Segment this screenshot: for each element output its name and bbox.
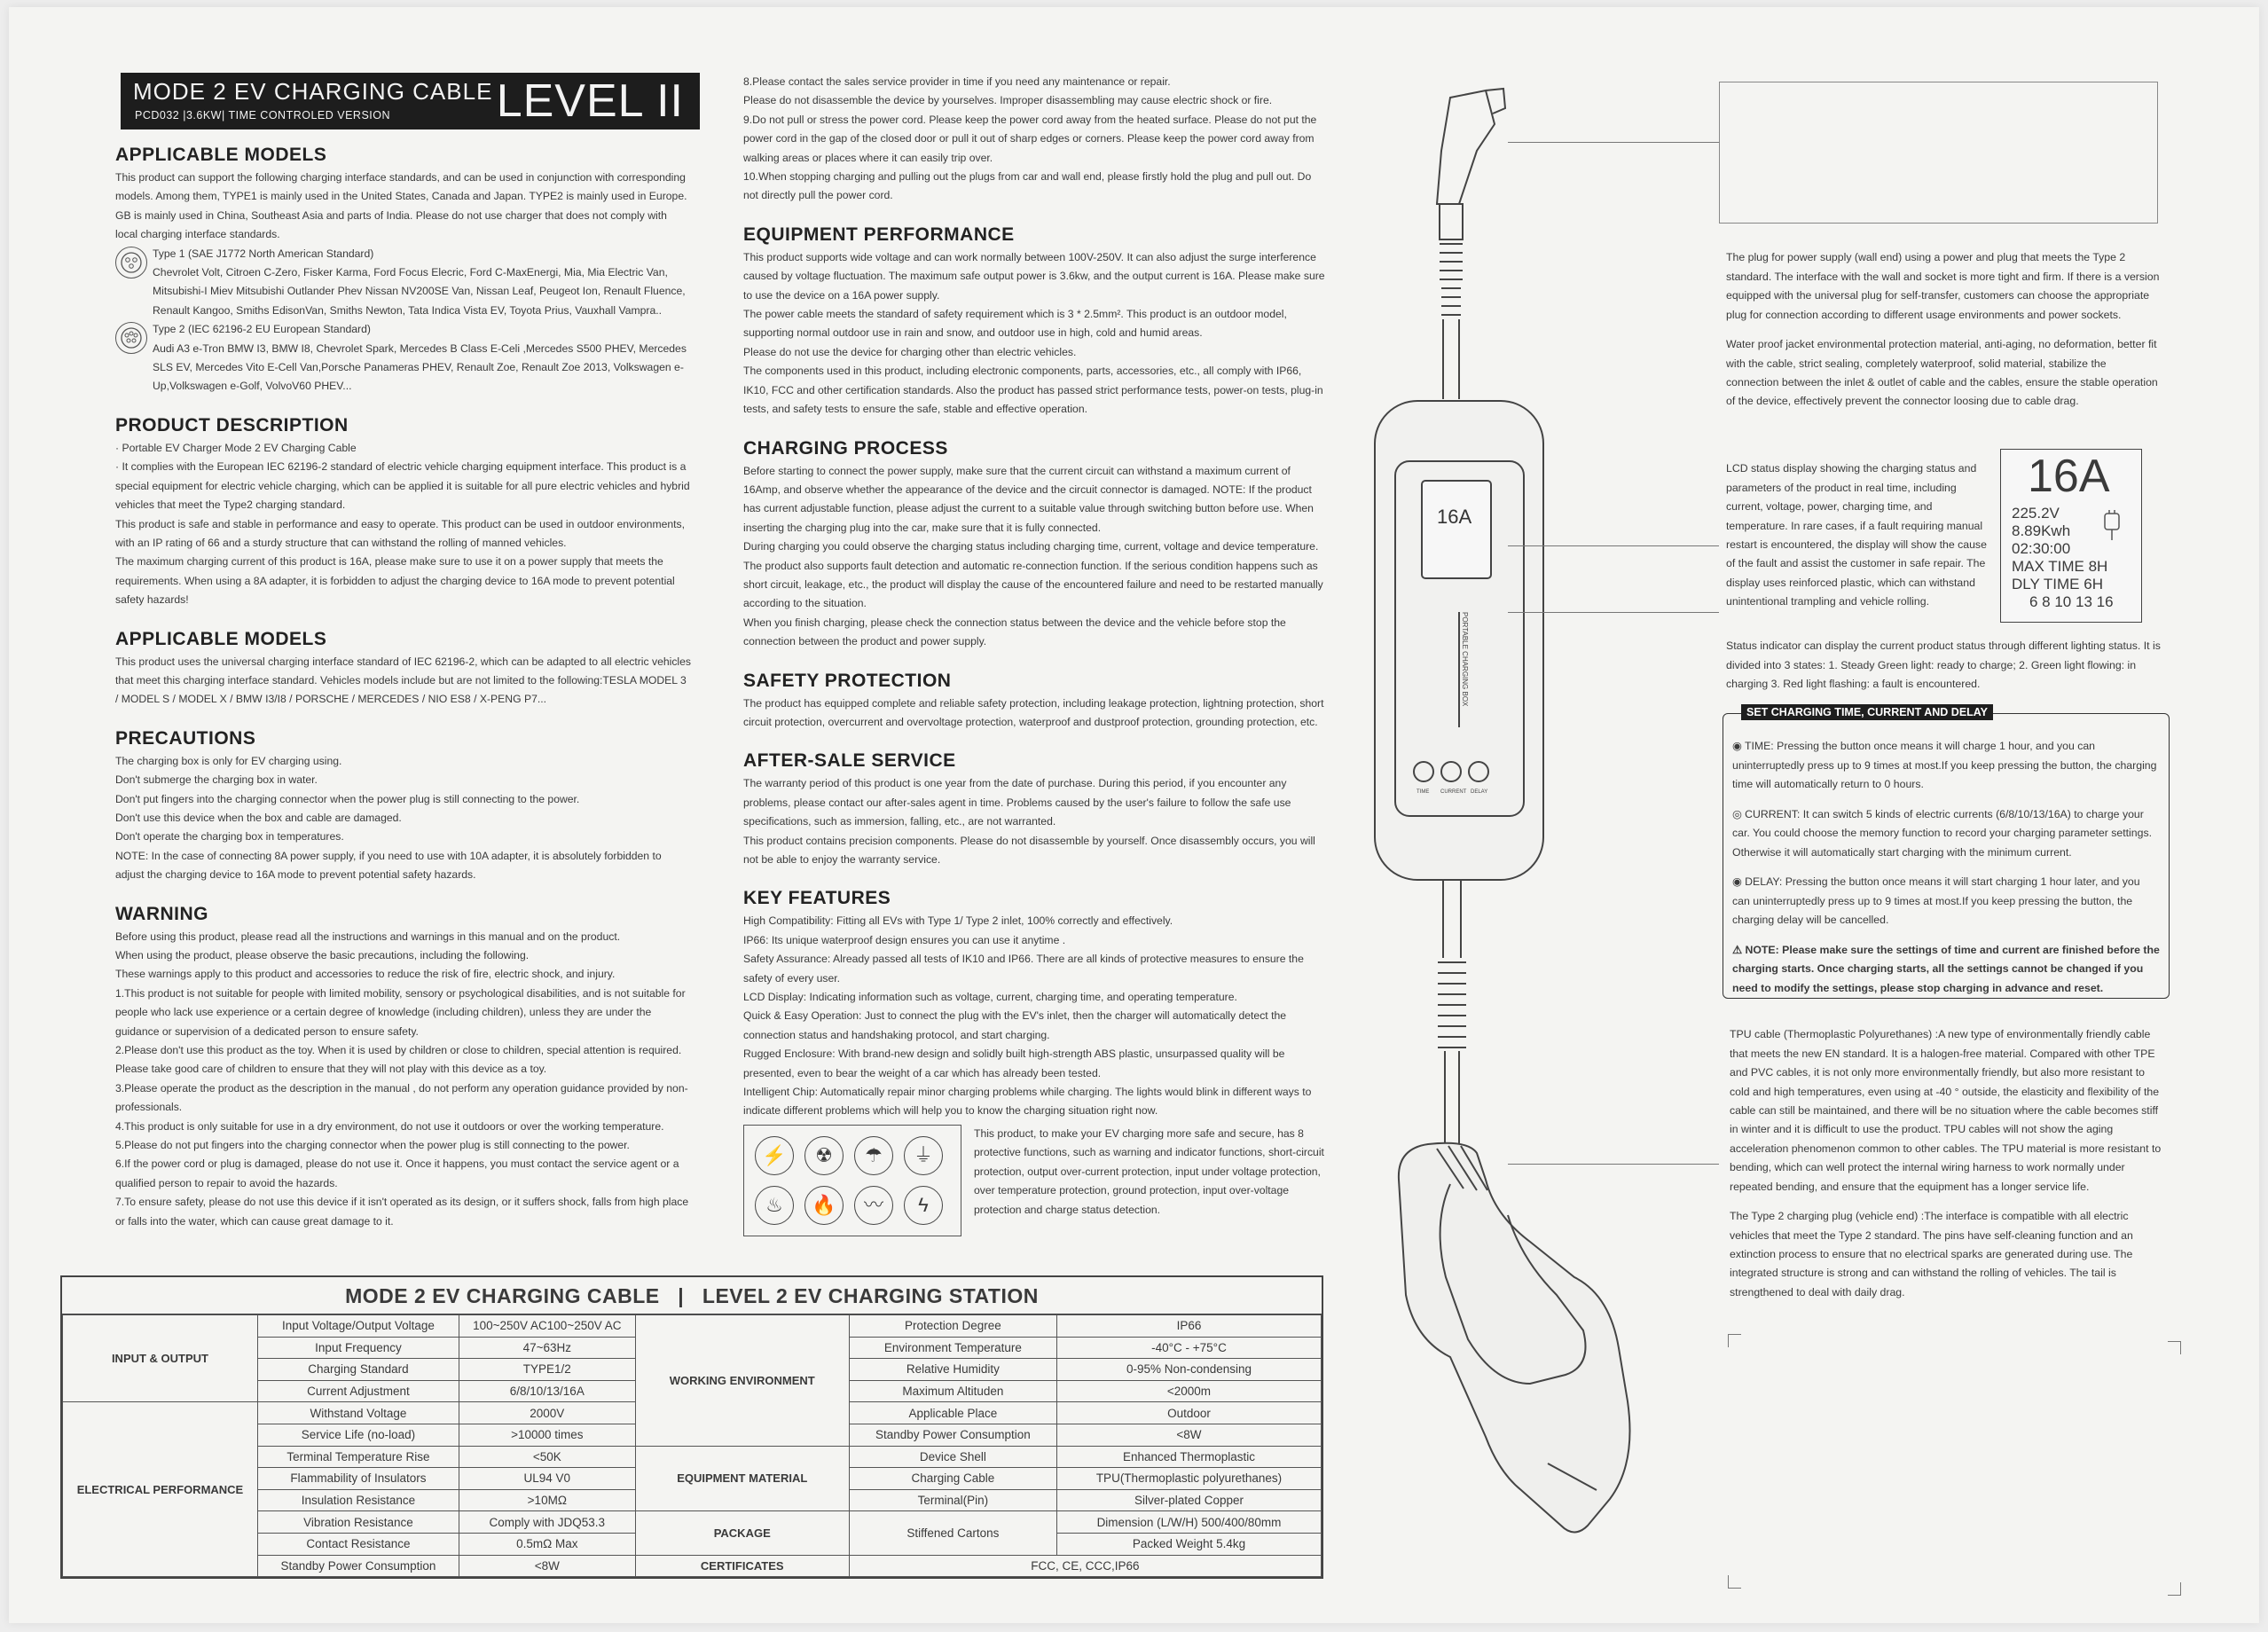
paragraph: The warranty period of this product is one year from the date of purchase. During this period, if you encounter any problems, please contact our after-sales agent in time. Problems caused by the user's failure to follow the safe use specifications, such as immersion, falling, etc., are not warranted. <box>743 777 1291 828</box>
list-item: When using the product, please observe the basic precautions, including the following. <box>115 949 530 961</box>
spec-value: Packed Weight 5.4kg <box>1056 1533 1321 1555</box>
callout-line <box>1508 142 1719 143</box>
fire-icon: 🔥 <box>804 1186 844 1225</box>
product-description-section <box>115 414 692 610</box>
callout-line <box>1508 612 1719 613</box>
spec-label: Protection Degree <box>849 1315 1056 1338</box>
list-item: 5.Please do not put fingers into the charging connector when the power plug is still connecting to the power. <box>115 1139 630 1152</box>
lcd-dly: DLY TIME 6H <box>2012 576 2103 592</box>
spec-value: Comply with JDQ53.3 <box>459 1511 635 1534</box>
spec-value: FCC, CE, CCC,IP66 <box>849 1555 1321 1577</box>
paragraph: · It complies with the European IEC 62196-2 standard of electric vehicle charging equipment interface. This product is a special equipment for electric vehicle charging, which can be applied it is suitable for all pure electric vehicles and hybrid vehicles that meet the Type2 charging standard. <box>115 460 690 512</box>
list-item: 4.This product is only suitable for use in a dry environment, do not use it outdoors or over the working temperature. <box>115 1119 664 1133</box>
device-btn-current: CURRENT <box>1440 789 1467 795</box>
list-item: Please do not disassemble the device by yourselves. Improper disassembling may cause electric shock or fire. <box>743 94 1273 107</box>
list-item: Safety Assurance: Already passed all tests of IK10 and IP66. There are all kinds of protective measures to ensure the safety of every user. <box>743 953 1304 985</box>
type2-row <box>115 320 692 396</box>
plug-description <box>1726 238 2161 422</box>
list-item: Don't submerge the charging box in water. <box>115 773 318 787</box>
group-mat: EQUIPMENT MATERIAL <box>635 1446 849 1511</box>
warning-icon: ⚠ <box>1732 943 1746 956</box>
crop-mark <box>2168 1341 2181 1354</box>
spec-label: Terminal Temperature Rise <box>257 1446 459 1468</box>
middle-column <box>743 73 1329 1254</box>
spec-value: >10MΩ <box>459 1489 635 1511</box>
lcd-display-sample <box>2000 449 2142 623</box>
key-features-section <box>743 887 1329 1236</box>
setting-current-text: CURRENT: It can switch 5 kinds of electric currents (6/8/10/13/16A) to charge your car. You could choose the memory function to record your charging parameter settings. Otherwise it will automatically start charging with the minimum current. <box>1732 807 2153 859</box>
settings-text <box>1732 726 2160 1008</box>
list-item: 9.Do not pull or stress the power cord. Please keep the power cord away from the heated surface. Please do not put the power cord in the gap of the closed door or pull it out of sharp edges or corners. Please keep the power cord away from walking areas or places where it can easily trip over. <box>743 113 1317 164</box>
spec-value: IP66 <box>1056 1315 1321 1338</box>
list-item: Rugged Enclosure: With brand-new design and solidly built high-strength ABS plastic, unsurpassed quality will be presented, even to bear the weight of a car which has already been tested. <box>743 1047 1285 1079</box>
spec-table <box>60 1275 1323 1579</box>
type2-label: Type 2 (IEC 62196-2 EU European Standard) <box>153 323 371 336</box>
paragraph: Status indicator can display the current product status through different lighting status. It is divided into 3 states: 1. Steady Green light: ready to charge; 2. Green light flowing: in charging 3. Red light flashing: a fault is encountered. <box>1726 639 2161 691</box>
delay-icon: ◉ <box>1732 875 1746 889</box>
section-heading: CHARGING PROCESS <box>743 437 948 459</box>
type2-plug-icon <box>115 322 147 354</box>
callout-line <box>1508 1164 1719 1165</box>
umbrella-icon: ☂ <box>854 1136 893 1175</box>
spec-label: Current Adjustment <box>257 1380 459 1402</box>
wave-icon: 〰 <box>854 1186 893 1225</box>
device-screen-amp: 16A <box>1437 506 1472 528</box>
list-item: Don't put fingers into the charging connector when the power plug is still connecting to the power. <box>115 792 580 805</box>
paragraph: Water proof jacket environmental protection material, anti-aging, no deformation, better fit with the cable, strict sealing, completely waterproof, solid material, stabilize the connection between the inlet & outlet of cable and the cables, ensure the stable operation of the device, effectively prevent the connector loosing due to cable drag. <box>1726 338 2158 408</box>
heat-icon: ♨ <box>755 1186 794 1225</box>
setting-time <box>1732 737 2160 794</box>
spec-value: UL94 V0 <box>459 1468 635 1490</box>
list-item: Don't use this device when the box and cable are damaged. <box>115 811 402 824</box>
device-btn-delay: DELAY <box>1471 789 1488 795</box>
lcd-max: MAX TIME 8H <box>2012 558 2108 575</box>
callout-line <box>1508 545 1719 546</box>
spec-label: Applicable Place <box>849 1402 1056 1424</box>
spec-label: Flammability of Insulators <box>257 1468 459 1490</box>
spec-label: Stiffened Cartons <box>849 1511 1056 1555</box>
current-icon: ◎ <box>1732 807 1746 820</box>
settings-box <box>1723 706 2170 999</box>
spec-value: >10000 times <box>459 1424 635 1446</box>
paragraph: TPU cable (Thermoplastic Polyurethanes) :A new type of environmentally friendly cable that meets the new EN standard. It is a halogen-free material. Compared with other TPE and PVC cables, it is not only more environmentally friendly, but also more resistant to cold and high temperatures, even using at -40 ° outside, the elasticity and flexibility of the cable can still be maintained, and there will be no situation where the cable becomes stiff in winter and it is difficult to use the product. TPU cables will not show the aging acceleration phenomenon common to other cables. The TPU material is more resistant to bending, which can well protect the internal wiring harness to work normally under repeated bending, and ensure that the equipment has a longer service life. <box>1730 1028 2162 1193</box>
spec-value: 0-95% Non-condensing <box>1056 1359 1321 1381</box>
spec-label: Insulation Resistance <box>257 1489 459 1511</box>
spec-label: Relative Humidity <box>849 1359 1056 1381</box>
section-heading: APPLICABLE MODELS <box>115 145 327 165</box>
list-item: 6.If the power cord or plug is damaged, please do not use it. Once it happens, you must contact the service agent or a qualified person to repair to avoid the hazards. <box>115 1157 679 1189</box>
list-item: Intelligent Chip: Automatically repair minor charging problems while charging. The lights would blink in different ways to indicate different problems which will help you to know the charging situation right now. <box>743 1086 1312 1118</box>
applicable-models-section <box>115 144 692 396</box>
setting-delay <box>1732 873 2160 930</box>
group-io: INPUT & OUTPUT <box>63 1315 258 1402</box>
lightning-icon: ⚡ <box>755 1136 794 1175</box>
crop-mark <box>1728 1575 1741 1589</box>
list-item: Quick & Easy Operation: Just to connect the plug with the EV's inlet, then the charger will automatically detect the connection status and handshaking protocol, and start charging. <box>743 1009 1287 1041</box>
spec-value: Silver-plated Copper <box>1056 1489 1321 1511</box>
paragraph: The plug for power supply (wall end) using a power and plug that meets the Type 2 standard. The interface with the wall and socket is more tight and firm. If there is a version equipped with the universal plug for self-transfer, customers can choose the appropriate plug for connection according to different usage environments and power sockets. <box>1726 251 2160 321</box>
list-item: High Compatibility: Fitting all EVs with Type 1/ Type 2 inlet, 100% correctly and effectively. <box>743 914 1173 928</box>
spec-value: 47~63Hz <box>459 1337 635 1359</box>
after-sale-section <box>743 749 1329 869</box>
spec-label: Environment Temperature <box>849 1337 1056 1359</box>
spec-label: Maximum Altituden <box>849 1380 1056 1402</box>
list-item: The charging box is only for EV charging using. <box>115 754 342 767</box>
product-subtitle: PCD032 |3.6KW| TIME CONTROLED VERSION <box>135 109 391 122</box>
applicable-models-section-2 <box>115 628 692 710</box>
table-row <box>63 1315 1322 1338</box>
section-heading: KEY FEATURES <box>743 888 891 909</box>
spec-value: 0.5mΩ Max <box>459 1533 635 1555</box>
paragraph: The components used in this product, including electronic components, parts, accessories, etc., all comply with IP66, IK10, FCC and other certification standards. Also the product has passed strict performance tests, power-on tests, plug-in tests, and safety tests to ensure the safe, stable and effective operation. <box>743 365 1323 416</box>
paragraph: Before starting to connect the power supply, make sure that the current circuit can withstand a maximum current of 16Amp, and observe whether the appearance of the device and the circuit connector is damaged. NOTE: If the product has current adjustable function, please adjust the current to a suitable value through switching button before use. When inserting the charging plug into the car, make sure that it is fully connected. <box>743 464 1314 534</box>
protection-icons-grid <box>743 1125 961 1236</box>
type1-plug-icon <box>115 247 147 279</box>
spec-label: Vibration Resistance <box>257 1511 459 1534</box>
protection-block <box>743 1125 1329 1236</box>
list-item: LCD Display: Indicating information such as voltage, current, charging time, and operating temperature. <box>743 991 1237 1004</box>
warning-section <box>115 903 692 1232</box>
lcd-time: 02:30:00 <box>2012 540 2071 557</box>
spec-table-title: MODE 2 EV CHARGING CABLE | LEVEL 2 EV CHARGING STATION <box>62 1277 1322 1314</box>
image-placeholder-frame <box>1719 82 2158 224</box>
paragraph: LCD status display showing the charging status and parameters of the product in real time, including current, voltage, power, charging time, and temperature. In rare cases, if a fault requiring manual restart is encountered, the display will show the cause of the fault and assist the customer in safe repair. The display uses reinforced plastic, which can withstand unintentional trampling and vehicle rolling. <box>1726 462 1987 608</box>
cable-description <box>1730 1015 2166 1314</box>
left-column <box>115 144 692 1249</box>
group-env: WORKING ENVIRONMENT <box>635 1315 849 1447</box>
type1-label: Type 1 (SAE J1772 North American Standard) <box>153 247 374 260</box>
warning-continued <box>743 73 1329 206</box>
settings-label: SET CHARGING TIME, CURRENT AND DELAY <box>1741 704 1993 720</box>
lcd-voltage: 225.2V <box>2012 505 2060 522</box>
spec-grid <box>62 1314 1322 1577</box>
section-heading: SAFETY PROTECTION <box>743 670 952 691</box>
spec-label: Input Voltage/Output Voltage <box>257 1315 459 1338</box>
device-side-label: PORTABLE CHARGING BOX <box>1461 612 1469 707</box>
spec-label: Charging Standard <box>257 1359 459 1381</box>
list-item: 8.Please contact the sales service provider in time if you need any maintenance or repair. <box>743 75 1171 88</box>
spec-label: Service Life (no-load) <box>257 1424 459 1446</box>
paragraph: This product supports wide voltage and can work normally between 100V-250V. It can also adjust the surge interference caused by voltage fluctuation. The maximum safe output power is 3.6kw, and the output current is 16A. Please make sure to use the device on a 16A power supply. <box>743 250 1325 302</box>
section-heading: EQUIPMENT PERFORMANCE <box>743 224 1015 245</box>
spec-value: -40°C - +75°C <box>1056 1337 1321 1359</box>
type2-models: Audi A3 e-Tron BMW I3, BMW I8, Chevrolet Spark, Mercedes B Class E-Celi ,Mercedes S500 PHEV, Mercedes SLS EV, Mercedes Vito E-Cell Van,Porsche Panameras PHEV, Renault Zoe, Renault Zoe 2013, Volkswagen e-Up,Volkswagen e-Golf, VolvoV60 PHEV... <box>153 341 687 393</box>
spec-value: <8W <box>1056 1424 1321 1446</box>
product-title: MODE 2 EV CHARGING CABLE <box>133 78 493 105</box>
list-item: 1.This product is not suitable for people with limited mobility, sensory or psychological disabilities, and is not suitable for people who lack use experience or a certain degree of knowledge (including children), unless they are under the guidance or supervision of a dedicated person to ensure safety. <box>115 986 686 1038</box>
status-description <box>1726 626 2161 705</box>
setting-current <box>1732 805 2160 862</box>
section-heading: PRODUCT DESCRIPTION <box>115 414 349 435</box>
list-item: IP66: Its unique waterproof design ensures you can use it anytime . <box>743 933 1066 946</box>
protection-text: This product, to make your EV charging more safe and secure, has 8 protective functions, such as warning and indicator functions, short-circuit protection, output over-current protection, input under voltage protection, over temperature protection, ground protection, input over-voltage protection and charge status detection. <box>974 1126 1324 1216</box>
list-item: Before using this product, please read all the instructions and warnings in this manual and on the product. <box>115 930 621 943</box>
paragraph: The product has equipped complete and reliable safety protection, including leakage protection, lightning protection, short circuit protection, overcurrent and overvoltage protection, waterproof and dustproof protection, grounding protection, etc. <box>743 696 1324 728</box>
spec-value: <8W <box>459 1555 635 1577</box>
spec-label: Contact Resistance <box>257 1533 459 1555</box>
charging-process-section <box>743 437 1329 652</box>
lcd-energy: 8.89Kwh <box>2012 522 2071 539</box>
group-cert: CERTIFICATES <box>635 1555 849 1577</box>
group-elec: ELECTRICAL PERFORMANCE <box>63 1402 258 1577</box>
lcd-description <box>1726 449 1989 623</box>
paragraph: This product uses the universal charging interface standard of IEC 62196-2, which can be adapted to all electric vehicles that meet this charging interface standard. Vehicles models include but are not limited to the following:TESLA MODEL 3 / MODEL S / MODEL X / BMW I3/I8 / PORSCHE / MERCEDES / NIO ES8 / X-PENG P7... <box>115 655 692 706</box>
paragraph: Please do not use the device for charging other than electric vehicles. <box>743 345 1077 358</box>
spec-label: Standby Power Consumption <box>257 1555 459 1577</box>
lcd-current-options: 6 8 10 13 16 <box>2029 593 2114 610</box>
paragraph: The power cable meets the standard of safety requirement which is 3 * 2.5mm². This product is an outdoor model, supporting normal outdoor use in rain and snow, and outdoor use in high, cold and humid areas. <box>743 308 1287 340</box>
charger-illustration <box>1344 71 1699 1597</box>
spec-label: Charging Cable <box>849 1468 1056 1490</box>
spec-value: 6/8/10/13/16A <box>459 1380 635 1402</box>
precautions-section <box>115 727 692 885</box>
group-pkg: PACKAGE <box>635 1511 849 1555</box>
spec-value: 2000V <box>459 1402 635 1424</box>
spec-value: 100~250V AC100~250V AC <box>459 1315 635 1338</box>
device-btn-time: TIME <box>1417 789 1430 795</box>
crop-mark <box>1728 1334 1741 1347</box>
setting-note <box>1732 941 2160 998</box>
list-item: These warnings apply to this product and accessories to reduce the risk of fire, electric shock, and injury. <box>115 968 616 981</box>
section-heading: WARNING <box>115 903 208 924</box>
list-item: Don't operate the charging box in temperatures. <box>115 830 344 843</box>
crop-mark <box>2168 1582 2181 1596</box>
section-heading: PRECAUTIONS <box>115 727 256 749</box>
list-item: 3.Please operate the product as the description in the manual , do not perform any operation guidance provided by non-professionals. <box>115 1081 688 1114</box>
table-title-right: LEVEL 2 EV CHARGING STATION <box>702 1284 1039 1307</box>
section-heading: APPLICABLE MODELS <box>115 628 327 649</box>
type1-models: Chevrolet Volt, Citroen C-Zero, Fisker Karma, Ford Focus Elecric, Ford C-MaxEnergi, Mia, Mia Electric Van, Mitsubishi-I Miev Mitsubishi Outlander Phev Nissan NV200SE Van, Nissan Leaf, Peugeot Ion, Renault Fluence, Renault Kangoo, Smiths EdisonVan, Smiths Newton, Tata Indica Vista EV, Toyota Prius, Vauxhall Vampra.. <box>153 266 686 317</box>
paragraph: The Type 2 charging plug (vehicle end) :The interface is compatible with all electric vehicles that meet the Type 2 standard. The pins have self-cleaning function and an extinction process to ensure that no electrical sparks are generated during use. The integrated structure is strong and can withstand the rolling of vehicles. The tail is strengthened to deal with daily drag. <box>1730 1210 2133 1299</box>
spec-label: Withstand Voltage <box>257 1402 459 1424</box>
level-label: LEVEL II <box>496 75 684 127</box>
section-heading: AFTER-SALE SERVICE <box>743 750 956 772</box>
clock-icon: ◉ <box>1732 740 1745 753</box>
paragraph: This product contains precision components. Please do not disassemble by yourself. Once disassembly occurs, you will not be able to enjoy the warranty service. <box>743 834 1315 866</box>
setting-time-text: TIME: Pressing the button once means it will charge 1 hour, and you can uninterruptedly press up to 9 times at most.If you keep pressing the button, the charging time will automatically return to 0 hours. <box>1732 740 2157 791</box>
spec-label: Terminal(Pin) <box>849 1489 1056 1511</box>
voltage-icon: ϟ <box>904 1186 943 1225</box>
spec-label: Standby Power Consumption <box>849 1424 1056 1446</box>
ground-icon: ⏚ <box>904 1136 943 1175</box>
radiation-icon: ☢ <box>804 1136 844 1175</box>
list-item: NOTE: In the case of connecting 8A power supply, if you need to use with 10A adapter, it is absolutely forbidden to adjust the charging device to 16A mode to prevent potential safety hazards. <box>115 849 662 882</box>
type1-row <box>115 245 692 321</box>
list-item: 10.When stopping charging and pulling out the plugs from car and wall end, please firstly hold the plug and pull out. Do not directly pull the power cord. <box>743 170 1312 202</box>
paragraph: The maximum charging current of this product is 16A, please make sure to use it on a power supply that meets the requirements. When using a 8A adapter, it is forbidden to adjust the charging device to 16A mode to prevent potential safety hazards! <box>115 555 675 607</box>
equipment-performance-section <box>743 224 1329 420</box>
lcd-amp: 16A <box>2028 451 2110 502</box>
spec-value: Outdoor <box>1056 1402 1321 1424</box>
list-item: 7.To ensure safety, please do not use this device if it isn't operated as its design, or it suffers shock, falls from high place or falls into the water, which can cause great damage to it. <box>115 1196 689 1228</box>
paragraph: During charging you could observe the charging status including charging time, current, voltage and device temperature. The product also supports fault detection and automatic re-connection function. If the serious condition happens such as short circuit, leakage, etc., the product will display the cause of the encountered failure and need to be restarted manually according to the situation. <box>743 540 1323 610</box>
list-item: 2.Please don't use this product as the toy. When it is used by children or close to children, special attention is required. Please take good care of children to ensure that they will not play with this device as a toy. <box>115 1044 682 1076</box>
setting-note-text: NOTE: Please make sure the settings of time and current are finished before the charging starts. Once charging starts, all the settings cannot be changed if you need to modify the settings, please stop charging in advance and reset. <box>1732 943 2160 994</box>
spec-value: Dimension (L/W/H) 500/400/80mm <box>1056 1511 1321 1534</box>
spec-value: <2000m <box>1056 1380 1321 1402</box>
spec-label: Device Shell <box>849 1446 1056 1468</box>
paragraph: · Portable EV Charger Mode 2 EV Charging Cable <box>115 441 357 454</box>
title-banner <box>121 73 700 129</box>
paragraph: When you finish charging, please check the connection status between the device and the vehicle before stop the connection between the product and power supply. <box>743 616 1286 648</box>
spec-value: TPU(Thermoplastic polyurethanes) <box>1056 1468 1321 1490</box>
spec-value: TYPE1/2 <box>459 1359 635 1381</box>
spec-value: Enhanced Thermoplastic <box>1056 1446 1321 1468</box>
paragraph: This product is safe and stable in performance and easy to operate. This product can be used in outdoor environments, with an IP rating of 66 and a sturdy structure that can withstand the rolling of manned vehicles. <box>115 517 686 549</box>
spec-value: <50K <box>459 1446 635 1468</box>
spec-label: Input Frequency <box>257 1337 459 1359</box>
safety-protection-section <box>743 670 1329 733</box>
table-title-left: MODE 2 EV CHARGING CABLE <box>345 1284 660 1307</box>
setting-delay-text: DELAY: Pressing the button once means it will start charging 1 hour later, and you can uninterruptedly press up to 9 times at most.If you keep pressing the button, the charging delay will be cancelled. <box>1732 875 2140 927</box>
paragraph: This product can support the following charging interface standards, and can be used in conjunction with corresponding models. Among them, TYPE1 is mainly used in the United States, Canada and Japan. TYPE2 is mainly used in Europe. GB is mainly used in China, Southeast Asia and parts of India. Please do not use charger that does not comply with local charging interface standards. <box>115 171 687 241</box>
plug-icon <box>2100 510 2123 542</box>
